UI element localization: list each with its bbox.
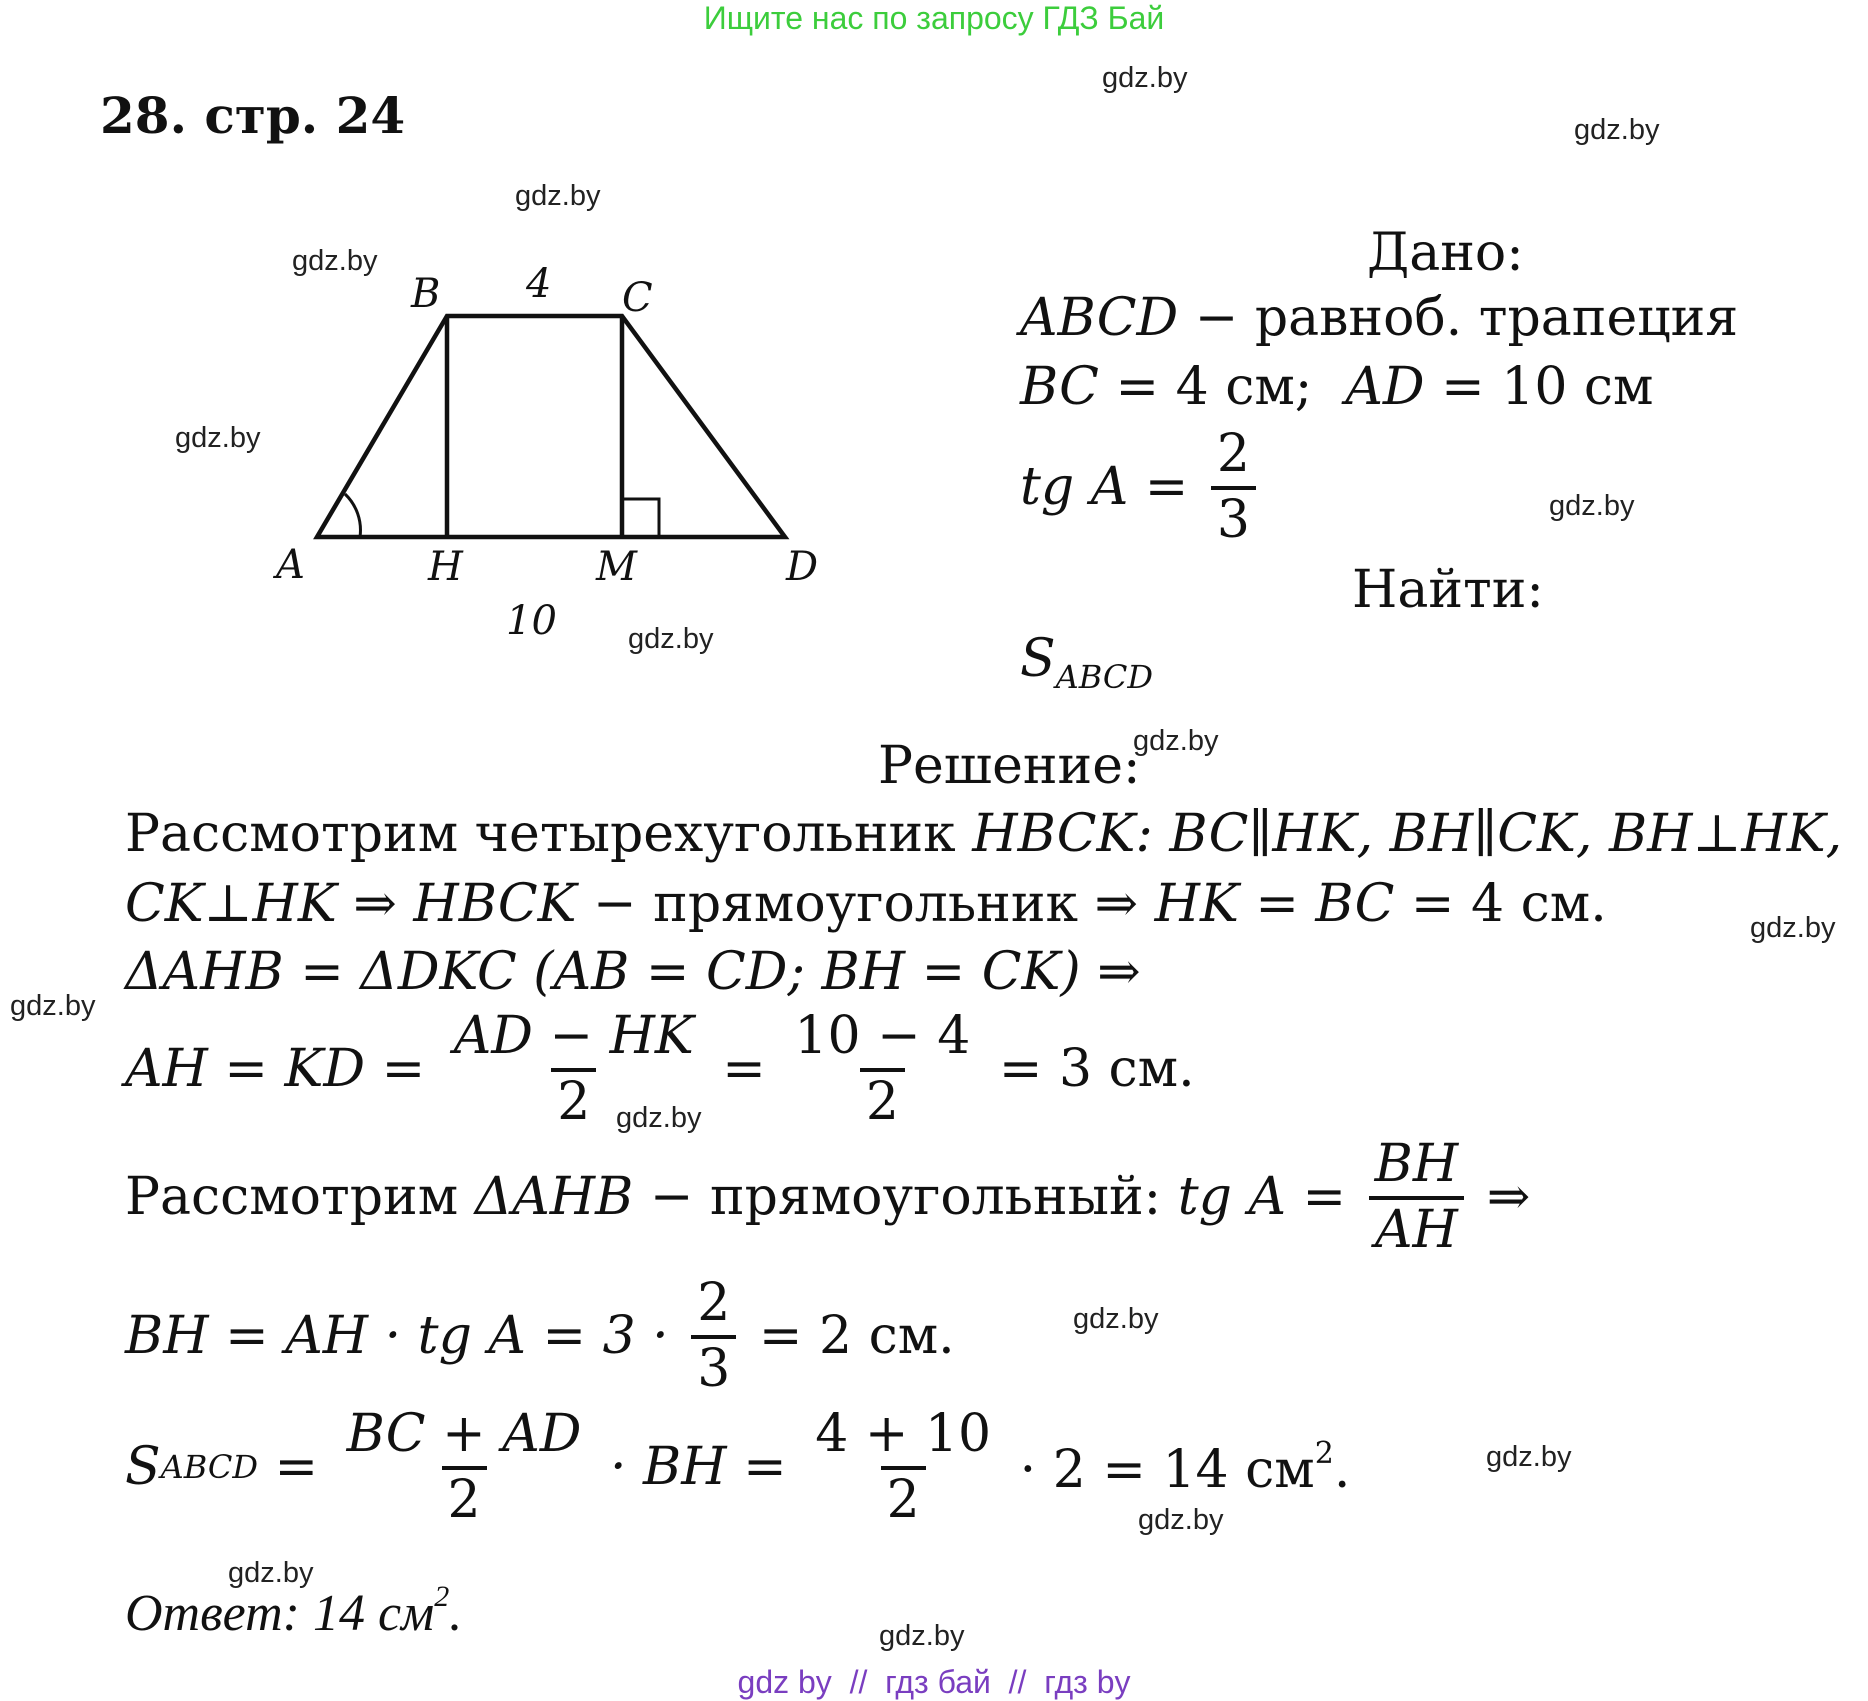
solution-line-2 (125, 874, 1607, 934)
given-var-ad: AD (1345, 357, 1425, 417)
solution-l5-tail: ⇒ (1470, 1167, 1531, 1227)
watermark: gdz.by (228, 1557, 314, 1589)
solution-l5-num: BH (1374, 1134, 1459, 1194)
watermark: gdz.by (1750, 912, 1836, 944)
watermark: gdz.by (1574, 114, 1660, 146)
solution-l7-fraction-2 (809, 1404, 997, 1530)
solution-l7-num1: BC + AD (346, 1404, 582, 1464)
solution-line-7 (125, 1404, 1351, 1530)
given-ad-value: = 10 см (1424, 357, 1654, 417)
solution-l6-fraction (691, 1273, 736, 1399)
trapezoid-figure (0, 0, 900, 680)
given-heading: Дано: (1367, 223, 1524, 283)
vertex-label-a: A (276, 542, 305, 588)
right-angle-mark (622, 499, 659, 537)
given-var-bc: BC (1020, 357, 1099, 417)
vertex-label-d: D (786, 544, 819, 590)
solution-l4-eq: = (705, 1039, 783, 1099)
answer-superscript: 2 (434, 1580, 450, 1613)
solution-l4-den2: 2 (860, 1068, 905, 1128)
solution-line-3: ΔAHB = ΔDKC (AB = CD; BH = CK) ⇒ (125, 942, 1141, 1002)
solution-l7-dot: . (1333, 1439, 1351, 1500)
solution-l5-den: AH (1369, 1196, 1464, 1256)
solution-l2-tail: = 4 см. (1394, 874, 1607, 934)
solution-l2-text: − прямоугольник (576, 874, 1095, 934)
solution-l5-math1: ΔAHB (474, 1167, 634, 1227)
solution-l7-tail (1003, 1435, 1351, 1500)
watermark: gdz.by (10, 990, 96, 1022)
side-label-bc: 4 (526, 261, 552, 307)
solution-l7-s: S (125, 1437, 161, 1497)
solution-l5-math2: tg A = (1177, 1167, 1363, 1227)
solution-l7-mid: · BH = (593, 1437, 804, 1497)
solution-l7-eq: = (257, 1437, 335, 1497)
answer-dot: . (449, 1585, 463, 1642)
find-subscript: ABCD (1055, 658, 1153, 696)
solution-l6-left: BH = AH · tg A = 3 · (125, 1306, 686, 1366)
answer-text: Ответ: 14 см (125, 1585, 435, 1642)
watermark: gdz.by (616, 1102, 702, 1134)
given-tg-eq: = (1128, 457, 1205, 517)
solution-l5-text2: − прямоугольный: (633, 1167, 1178, 1227)
solution-line-1 (125, 804, 1843, 864)
solution-l7-tail-text: · 2 = 14 см (1003, 1439, 1315, 1500)
footer-links[interactable]: gdz by // гдз бай // гдз by (737, 1664, 1131, 1700)
vertex-label-h: H (428, 544, 463, 590)
task-title: 28. стр. 24 (100, 86, 406, 145)
vertex-label-m: M (596, 544, 637, 590)
solution-l4-left: AH = KD = (125, 1039, 442, 1099)
solution-line-4 (125, 1006, 1195, 1132)
solution-line-6 (125, 1273, 955, 1399)
watermark: gdz.by (628, 623, 714, 655)
solution-l2-math2: ⇒ HK = BC (1094, 874, 1395, 934)
watermark: gdz.by (292, 245, 378, 277)
solution-l1-math: HBCK: BC∥HK, BH∥CK, BH⊥HK, (972, 804, 1843, 864)
solution-l5-fraction (1369, 1134, 1465, 1260)
angle-a-arc (345, 494, 360, 537)
find-heading: Найти: (1352, 560, 1544, 620)
watermark: gdz.by (1133, 725, 1219, 757)
top-banner[interactable]: Ищите нас по запросу ГДЗ Бай (703, 0, 1165, 36)
solution-l4-fraction-2 (788, 1006, 976, 1132)
solution-line-5 (125, 1134, 1531, 1260)
solution-l4-num2: 10 − 4 (794, 1006, 971, 1066)
solution-l2-math1: CK⊥HK ⇒ HBCK (125, 874, 577, 934)
given-var-abcd: ABCD (1020, 288, 1179, 348)
side-label-ad: 10 (506, 598, 557, 644)
solution-l4-num1: AD − HK (453, 1006, 694, 1066)
solution-l7-superscript: 2 (1314, 1435, 1334, 1471)
watermark: gdz.by (1549, 490, 1635, 522)
given-bc-value: = 4 см; (1098, 357, 1346, 417)
given-tg-denominator: 3 (1211, 486, 1256, 546)
solution-l6-num: 2 (697, 1273, 731, 1333)
given-line-sides (1020, 357, 1654, 417)
answer-line (125, 1580, 462, 1643)
solution-l7-num2: 4 + 10 (815, 1404, 992, 1464)
solution-l4-tail: = 3 см. (982, 1039, 1195, 1099)
solution-l6-den: 3 (691, 1335, 736, 1395)
solution-l5-text: Рассмотрим (125, 1167, 475, 1227)
solution-l7-den2: 2 (881, 1466, 926, 1526)
solution-l6-tail: = 2 см. (742, 1306, 955, 1366)
given-trapezoid-text: − равноб. трапеция (1178, 288, 1739, 348)
find-area (1020, 629, 1153, 696)
given-line-trapezoid (1020, 288, 1739, 348)
watermark: gdz.by (1073, 1303, 1159, 1335)
given-tg-numerator: 2 (1216, 424, 1250, 484)
watermark: gdz.by (1102, 62, 1188, 94)
vertex-label-c: C (622, 275, 653, 321)
trapezoid-outline (317, 316, 785, 537)
watermark: gdz.by (879, 1620, 965, 1652)
solution-l7-den1: 2 (442, 1466, 487, 1526)
watermark: gdz.by (515, 180, 601, 212)
watermark: gdz.by (1486, 1441, 1572, 1473)
solution-l7-subscript: ABCD (160, 1448, 258, 1486)
find-s: S (1020, 629, 1056, 689)
solution-l1-text: Рассмотрим четырехугольник (125, 804, 973, 864)
vertex-label-b: B (411, 271, 441, 317)
watermark: gdz.by (1138, 1504, 1224, 1536)
watermark: gdz.by (175, 422, 261, 454)
solution-l7-fraction-1 (341, 1404, 588, 1530)
given-tg-fraction (1211, 424, 1256, 550)
solution-l4-fraction-1 (448, 1006, 700, 1132)
given-tg-label: tg A (1020, 457, 1129, 517)
solution-heading: Решение: (878, 736, 1141, 796)
solution-l4-den1: 2 (551, 1068, 596, 1128)
given-line-tangent (1020, 424, 1262, 550)
